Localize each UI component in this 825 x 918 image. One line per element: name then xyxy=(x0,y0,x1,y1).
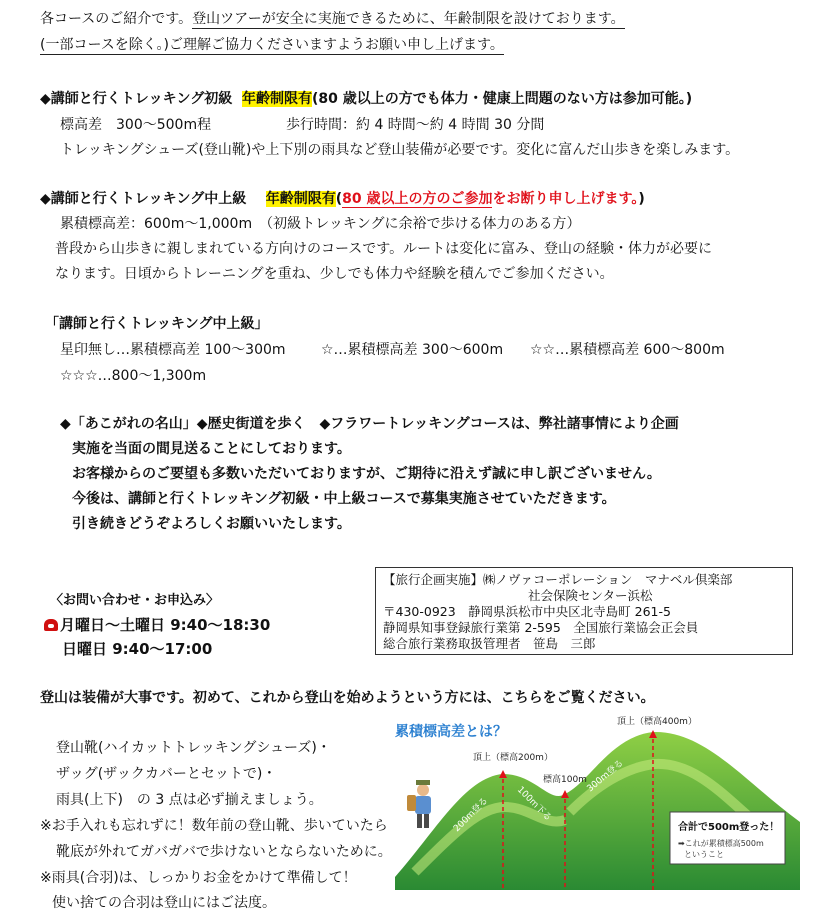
equipment-heading: 登山は装備が大事です。初めて、これから登山を始めようという方には、こちらをご覧ください。 xyxy=(40,690,655,706)
beginner-title: ◆講師と行くトレッキング初級 xyxy=(40,91,233,107)
equipment-note-2: 靴底が外れてガバガバで歩けないとならないために。 xyxy=(56,844,392,860)
beginner-elevation: 標高差 300～500m程 xyxy=(60,117,212,133)
intermediate-heading xyxy=(40,189,645,209)
notice-line-2: 実施を当面の間見送ることにしております。 xyxy=(72,441,351,457)
contact-title: 〈お問い合わせ・お申込み〉 xyxy=(50,593,220,608)
intermediate-age-rest: をお断り申し上げます。 xyxy=(492,191,639,207)
notice-line-1: ◆「あこがれの名山」◆歴史街道を歩く ◆フラワートレッキングコースは、弊社諸事情により企画 xyxy=(60,416,679,432)
peak-1-label: 頂上（標高200m） xyxy=(473,753,553,763)
notice-line-3: お客様からのご要望も多数いただいておりますが、ご期待に沿えず誠に申し訳ございません。 xyxy=(72,466,661,482)
agency-box xyxy=(375,567,793,655)
agency-line-3: 〒430-0923 静岡県浜松市中央区北寺島町 261-5 xyxy=(383,604,671,619)
contact-sunday: 日曜日 9:40～17:00 xyxy=(62,640,213,658)
intro-text-a: 各コースのご紹介です。 xyxy=(40,11,193,27)
beginner-age-note: (80 歳以上の方でも体力・健康上問題のない方は参加可能。) xyxy=(311,91,693,107)
equipment-note-1: ※お手入れも忘れずに！数年前の登山靴、歩いていたら xyxy=(40,818,388,834)
equipment-note-3: ※雨具(合羽)は、しっかりお金をかけて準備して！ xyxy=(40,870,357,886)
intermediate-age-label: 年齢制限有 xyxy=(265,191,336,207)
equipment-item-3: 雨具(上下) の 3 点は必ず揃えましょう。 xyxy=(56,792,323,808)
total-note-1: ➡これが累積標高500m xyxy=(678,839,764,848)
equipment-note-4: 使い捨ての合羽は登山にはご法度。 xyxy=(52,895,276,911)
equipment-item-1: 登山靴(ハイカットトレッキングシューズ)・ xyxy=(56,740,331,756)
intermediate-age-red: 80 歳以上の方のご参加 xyxy=(342,191,493,207)
hiker-figure xyxy=(407,780,431,828)
stars-two: ☆☆…累積標高差 600～800m xyxy=(530,342,725,358)
beginner-heading xyxy=(40,89,692,109)
slope-1-label: 200m登る xyxy=(452,795,491,835)
intro-line-2 xyxy=(40,35,504,55)
elevation-diagram xyxy=(395,712,815,907)
phone-icon xyxy=(44,619,58,631)
total-note-2: ということ xyxy=(684,850,724,859)
slope-3-label: 300m登る xyxy=(585,758,626,795)
intro-text-c: (一部コースを除く。)ご理解ご協力くださいますようお願い申し上げます。 xyxy=(40,37,504,53)
intermediate-title: ◆講師と行くトレッキング中上級 xyxy=(40,191,247,207)
slope-2-label: 100m下る xyxy=(514,785,554,824)
agency-line-5: 総合旅行業務取扱管理者 笹島 三郎 xyxy=(383,636,596,651)
notice-line-5: 引き続きどうぞよろしくお願いいたします。 xyxy=(72,516,351,532)
equipment-item-2: ザッグ(ザックカバーとセットで)・ xyxy=(56,766,277,782)
intermediate-age-close: ) xyxy=(638,191,645,207)
agency-line-1: 【旅行企画実施】㈱ノヴァコーポレーション マナベル倶楽部 xyxy=(383,572,733,587)
agency-line-4: 静岡県知事登録旅行業第 2-595 全国旅行業協会正会員 xyxy=(383,620,699,635)
contact-weekday xyxy=(44,615,270,635)
beginner-walk-time: 歩行時間：約 4 時間～約 4 時間 30 分間 xyxy=(286,117,545,133)
peak-2-label: 頂上（標高400m） xyxy=(617,717,697,727)
contact-weekday-text: 月曜日～土曜日 9:40～18:30 xyxy=(60,616,271,634)
stars-title: 「講師と行くトレッキング中上級」 xyxy=(45,316,269,332)
intermediate-desc-2: なります。日頃からトレーニングを重ね、少しでも体力や経験を積んでご参加ください。 xyxy=(55,266,614,282)
notice-line-4: 今後は、講師と行くトレッキング初級・中上級コースで募集実施させていただきます。 xyxy=(72,491,616,507)
mid-label: 標高100m xyxy=(543,775,587,785)
intro-line-1 xyxy=(40,9,625,29)
intermediate-desc-1: 普段から山歩きに親しまれている方向けのコースです。ルートは変化に富み、登山の経験・体力が必要に xyxy=(55,241,713,257)
stars-one: ☆…累積標高差 300～600m xyxy=(321,342,504,358)
stars-three: ☆☆☆…800～1,300m xyxy=(60,368,207,384)
diagram-title: 累積標高差とは？ xyxy=(395,724,507,740)
stars-none: 星印無し…累積標高差 100～300m xyxy=(60,342,286,358)
intermediate-elevation: 累積標高差：600m～1,000m （初級トレッキングに余裕で歩ける体力のある方） xyxy=(60,216,581,232)
beginner-desc: トレッキングシューズ(登山靴)や上下別の雨具など登山装備が必要です。変化に富んだ山歩きを楽しみます。 xyxy=(60,142,740,158)
intro-text-b: 登山ツアーが安全に実施できるために、年齢制限を設けております。 xyxy=(192,11,625,27)
agency-line-2: 社会保険センター浜松 xyxy=(528,588,653,603)
total-label: 合計で500m登った！ xyxy=(678,822,780,833)
beginner-age-label: 年齢制限有 xyxy=(241,91,312,107)
intermediate-age-open: ( xyxy=(335,191,343,207)
